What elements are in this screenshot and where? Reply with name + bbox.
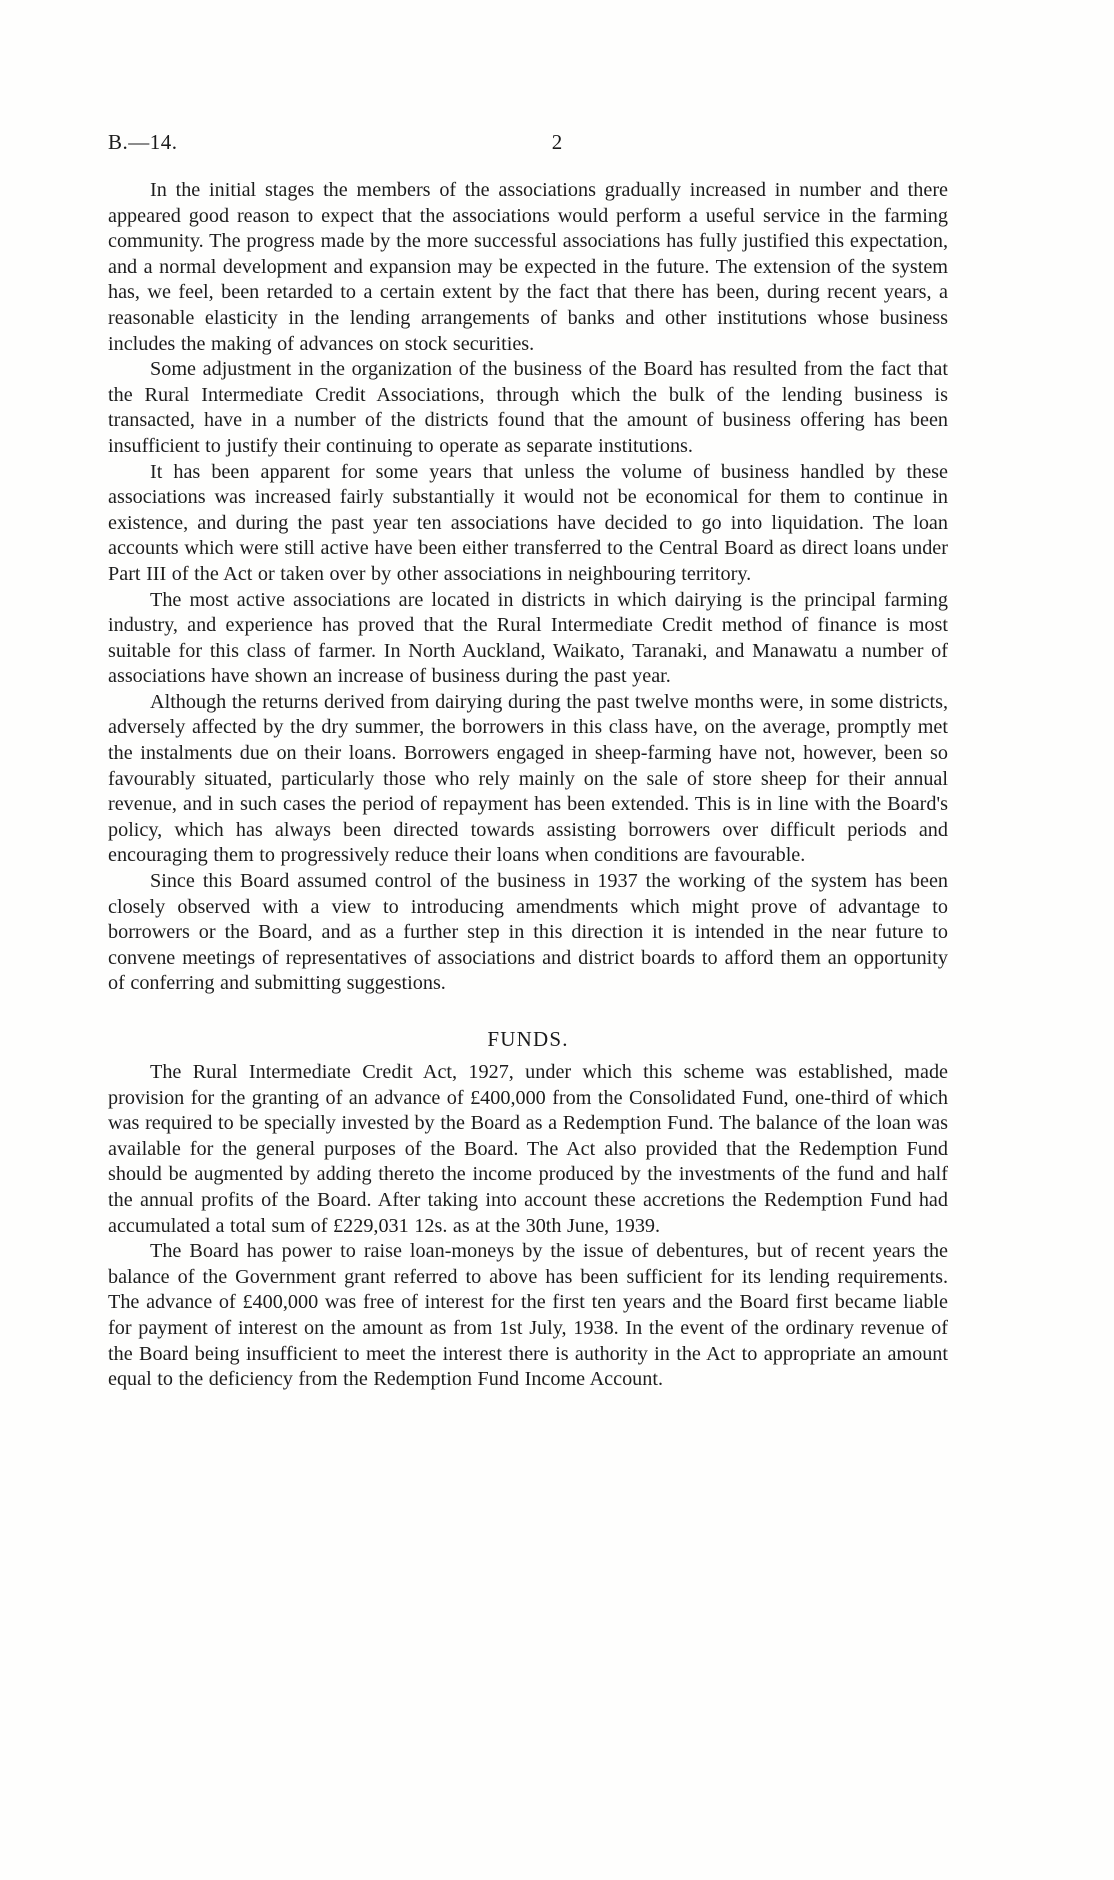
page-number: 2 xyxy=(551,130,563,154)
paragraph: The Rural Intermediate Credit Act, 1927, under which this scheme was established, made provision for the granting of an advance of £400,000 from the Consolidated Fund, one-third of which was required to be specially invested by the Board as a Redemption Fund. The balance of the loan was available for the general purposes of the Board. The Act also provided that the Redemption Fund should be augmented by adding thereto the income produced by the investments of the fund and half the annual profits of the Board. After taking into account these accretions the Redemption Fund had accumulated a total sum of £229,031 12s. as at the 30th June, 1939. xyxy=(108,1061,948,1237)
paragraph: In the initial stages the members of the associations gradually increased in number and there appeared good reason to expect that the associations would perform a useful service in the farming community. The progress made by the more successful associations has fully justified this expectation, and a normal development and expansion may be expected in the future. The extension of the system has, we feel, been retarded to a certain extent by the fact that there has been, during recent years, a reasonable elasticity in the lending arrangements of banks and other institutions whose business includes the making of advances on stock securities. xyxy=(108,179,948,355)
body-text-column xyxy=(108,178,948,1393)
paragraph: The most active associations are located in districts in which dairying is the principal farming industry, and experience has proved that the Rural Intermediate Credit method of finance is most suitable for this class of farmer. In North Auckland, Waikato, Taranaki, and Manawatu a number of associations have shown an increase of business during the past year. xyxy=(108,588,948,688)
document-code: B.—14. xyxy=(108,130,178,154)
paragraph: Although the returns derived from dairying during the past twelve months were, in some districts, adversely affected by the dry summer, the borrowers in this class have, on the average, promptly met the instalments due on their loans. Borrowers engaged in sheep-farming have not, however, been so favourably situated, particularly those who rely mainly on the sale of store sheep for their annual revenue, and in such cases the period of repayment has been extended. This is in line with the Board's policy, which has always been directed towards assisting borrowers over difficult periods and encouraging them to progressively reduce their loans when conditions are favourable. xyxy=(108,690,948,867)
paragraph: Since this Board assumed control of the business in 1937 the working of the system has been closely observed with a view to introducing amendments which might prove of advantage to borrowers or the Board, and as a further step in this direction it is intended in the near future to convene meetings of representatives of associations and district boards to afford them an opportunity of conferring and submitting suggestions. xyxy=(108,870,948,995)
section-heading: FUNDS. xyxy=(487,1027,569,1051)
paragraph: It has been apparent for some years that unless the volume of business handled by these associations was increased fairly substantially it would not be economical for them to continue in existence, and during the past year ten associations have decided to go into liquidation. The loan accounts which were still active have been either transferred to the Central Board as direct loans under Part III of the Act or taken over by other associations in neighbouring territory. xyxy=(108,460,948,585)
paragraph: The Board has power to raise loan-moneys by the issue of debentures, but of recent years the balance of the Government grant referred to above has been sufficient for its lending requirements. The advance of £400,000 was free of interest for the first ten years and the Board first became liable for payment of interest on the amount as from 1st July, 1938. In the event of the ordinary revenue of the Board being insufficient to meet the interest there is authority in the Act to appropriate an amount equal to the deficiency from the Redemption Fund Income Account. xyxy=(108,1240,948,1391)
paragraph: Some adjustment in the organization of the business of the Board has resulted from the fact that the Rural Intermediate Credit Associations, through which the bulk of the lending business is transacted, have in a number of the districts found that the amount of business offering has been insufficient to justify their continuing to operate as separate institutions. xyxy=(108,358,948,457)
page-header xyxy=(0,130,1114,156)
